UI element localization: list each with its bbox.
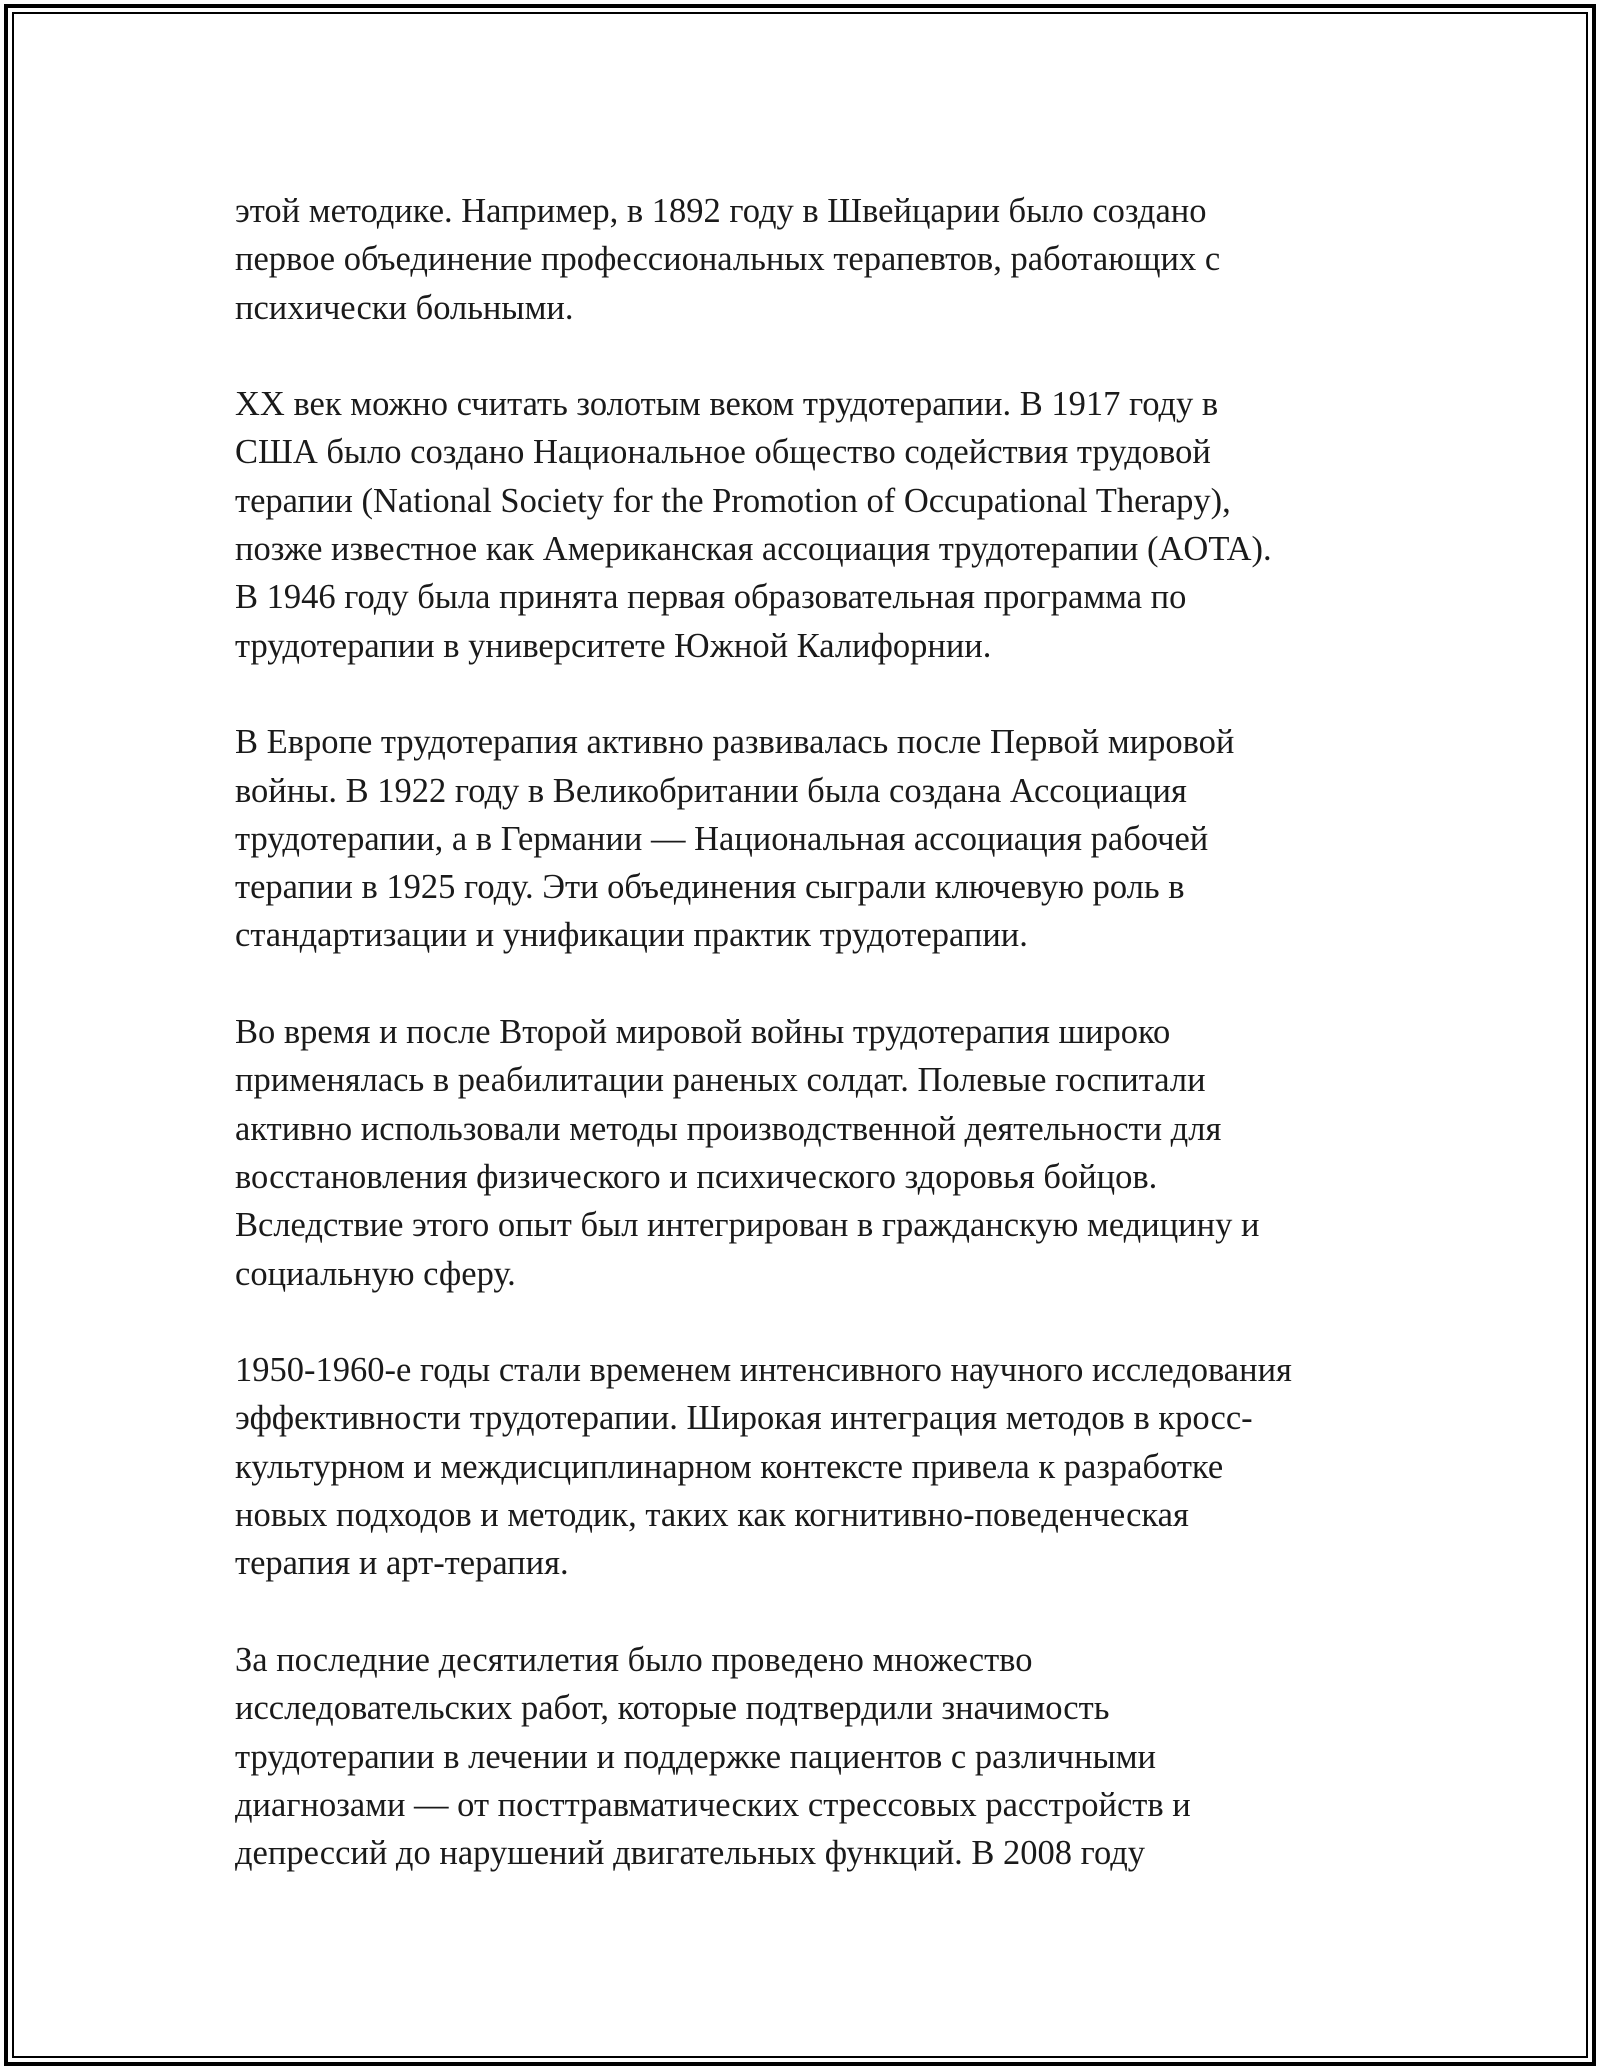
document-body <box>235 187 1385 1926</box>
text-line: социальную сферу. <box>235 1254 516 1293</box>
paragraph-5 <box>235 1346 1385 1587</box>
text-line: диагнозами — от посттравматических стрессовых расстройств и <box>235 1785 1191 1824</box>
text-line: За последние десятилетия было проведено множество <box>235 1640 1033 1679</box>
text-line: трудотерапии, а в Германии — Национальная ассоциация рабочей <box>235 819 1209 858</box>
text-line: культурном и междисциплинарном контексте привела к разработке <box>235 1447 1224 1486</box>
text-line: первое объединение профессиональных терапевтов, работающих с <box>235 240 1221 279</box>
text-line: трудотерапии в университете Южной Калифорнии. <box>235 626 992 665</box>
text-line: терапии в 1925 году. Эти объединения сыграли ключевую роль в <box>235 868 1185 907</box>
text-line: применялась в реабилитации раненых солдат. Полевые госпитали <box>235 1061 1206 1100</box>
text-line: 1950-1960-е годы стали временем интенсивного научного исследования <box>235 1351 1292 1390</box>
paragraph-1 <box>235 187 1385 332</box>
paragraph-4 <box>235 1008 1385 1298</box>
text-line: активно использовали методы производственной деятельности для <box>235 1109 1222 1148</box>
text-line: В Европе трудотерапия активно развивалась после Первой мировой <box>235 723 1235 762</box>
text-line: эффективности трудотерапии. Широкая интеграция методов в кросс- <box>235 1399 1253 1438</box>
paragraph-2 <box>235 380 1385 670</box>
text-line: терапии (National Society for the Promotion of Occupational Therapy), <box>235 481 1231 520</box>
text-line: стандартизации и унификации практик трудотерапии. <box>235 916 1028 955</box>
text-line: восстановления физического и психического здоровья бойцов. <box>235 1157 1158 1196</box>
text-line: терапия и арт-терапия. <box>235 1544 569 1583</box>
text-line: Во время и после Второй мировой войны трудотерапия широко <box>235 1013 1171 1052</box>
text-line: исследовательских работ, которые подтвердили значимость <box>235 1689 1110 1728</box>
text-line: психически больными. <box>235 288 574 327</box>
text-line: депрессий до нарушений двигательных функций. В 2008 году <box>235 1834 1146 1873</box>
text-line: этой методике. Например, в 1892 году в Швейцарии было создано <box>235 192 1207 230</box>
text-line: США было создано Национальное общество содействия трудовой <box>235 433 1211 472</box>
paragraph-6 <box>235 1636 1385 1877</box>
text-line: Вследствие этого опыт был интегрирован в гражданскую медицину и <box>235 1206 1260 1245</box>
paragraph-3 <box>235 718 1385 959</box>
text-line: новых подходов и методик, таких как когнитивно-поведенческая <box>235 1496 1189 1535</box>
text-line: трудотерапии в лечении и поддержке пациентов с различными <box>235 1737 1157 1776</box>
text-line: войны. В 1922 году в Великобритании была создана Ассоциация <box>235 771 1187 810</box>
text-line: XX век можно считать золотым веком трудотерапии. В 1917 году в <box>235 385 1219 424</box>
text-line: позже известное как Американская ассоциация трудотерапии (AOTA). <box>235 530 1272 569</box>
text-line: В 1946 году была принята первая образовательная программа по <box>235 578 1187 617</box>
